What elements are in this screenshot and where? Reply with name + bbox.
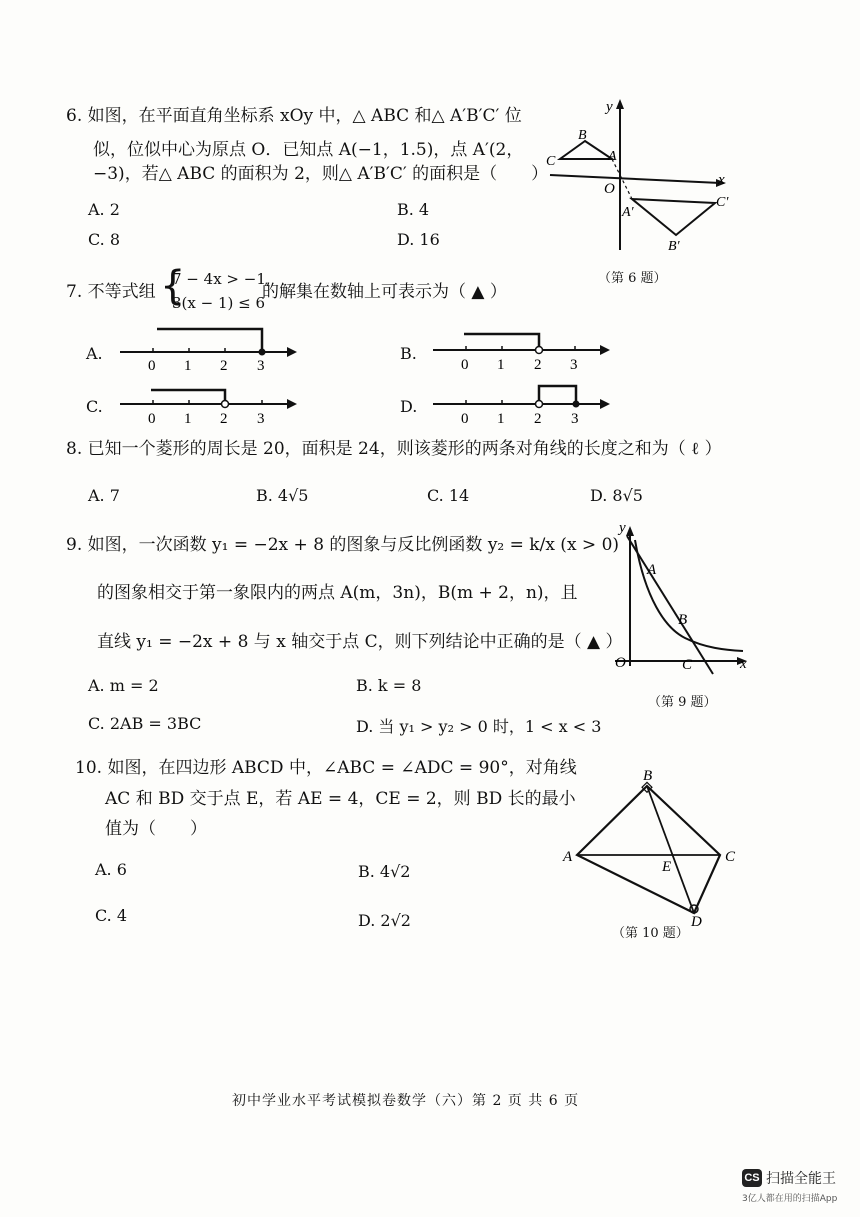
page-footer: 初中学业水平考试模拟卷数学（六）第 2 页 共 6 页 (232, 1093, 580, 1109)
svg-text:0: 0 (461, 357, 469, 373)
q7-numberline-c (115, 378, 300, 430)
svg-text:3: 3 (571, 411, 579, 427)
svg-text:3: 3 (257, 411, 265, 427)
q6-label-x: x (718, 172, 725, 188)
q7-option-c-label: C. (86, 397, 103, 416)
q6-option-c: C. 8 (88, 230, 121, 249)
q10-stem-line2: AC 和 BD 交于点 E，若 AE = 4，CE = 2，则 BD 长的最小 (105, 789, 576, 809)
q8-option-c: C. 14 (427, 486, 470, 505)
q6-y-arrow (616, 99, 624, 109)
q7-numberline-b (428, 322, 613, 374)
q6-option-b: B. 4 (397, 200, 430, 219)
q10-option-c: C. 4 (95, 906, 128, 925)
q6-label-a2: A′ (622, 205, 634, 220)
q6-label-y: y (606, 99, 613, 115)
q6-triangle-a2b2c2 (632, 199, 715, 235)
svg-text:0: 0 (148, 358, 156, 374)
q7-system-line1: 7 − 4x > −1, (172, 270, 271, 288)
q6-label-o: O (604, 181, 615, 197)
q7-numberline-a (115, 322, 300, 374)
q9-stem-line2: 的图象相交于第一象限内的两点 A(m，3n)，B(m + 2，n)，且 (97, 583, 578, 603)
q9-line-y1 (627, 536, 713, 674)
q9-option-a: A. m = 2 (88, 676, 159, 695)
scanner-logo-icon: CS (742, 1169, 762, 1187)
q10-option-a: A. 6 (95, 860, 127, 879)
q9-label-b: B (678, 612, 688, 628)
svg-text:1: 1 (497, 357, 505, 373)
q9-figure (605, 518, 755, 678)
q6-figure (540, 95, 750, 260)
q7-suffix: 的解集在数轴上可表示为（ ▲ ） (262, 282, 507, 302)
q6-label-c2: C′ (716, 195, 729, 210)
q9-label-o: O (615, 655, 626, 671)
svg-text:2: 2 (220, 358, 228, 374)
q9-option-c: C. 2AB = 3BC (88, 714, 202, 733)
q6-option-d: D. 16 (397, 230, 440, 249)
scanner-tagline: 3亿人都在用的扫描App (742, 1194, 838, 1204)
q9-label-c: C (682, 657, 693, 673)
svg-text:2: 2 (220, 411, 228, 427)
q9-caption: （第 9 题） (648, 695, 717, 710)
q6-caption: （第 6 题） (598, 271, 667, 286)
q10-label-c: C (725, 849, 736, 865)
svg-text:2: 2 (534, 357, 542, 373)
q9-option-d: D. 当 y₁ > y₂ > 0 时，1 < x < 3 (356, 717, 602, 736)
q6-option-a: A. 2 (88, 200, 120, 219)
q7-brace: { (160, 263, 186, 309)
q7-option-d-label: D. (400, 397, 418, 416)
q6-label-b2: B′ (668, 239, 680, 254)
q6-stem-line3: −3)，若△ ABC 的面积为 2，则△ A′B′C′ 的面积是（ ） (93, 164, 549, 184)
q6-x-axis (550, 175, 720, 183)
q10-stem-line3: 值为（ ） (105, 819, 207, 839)
q9-label-x: x (740, 656, 747, 672)
q9-option-b: B. k = 8 (356, 676, 422, 695)
q6-label-b: B (578, 128, 587, 143)
q10-label-e: E (662, 859, 672, 875)
q10-figure (555, 760, 745, 930)
q7-option-b-label: B. (400, 344, 417, 363)
svg-text:0: 0 (148, 411, 156, 427)
q8-option-b: B. 4√5 (256, 486, 309, 505)
scanner-app-name: 扫描全能王 (766, 1171, 836, 1187)
q10-caption: （第 10 题） (612, 926, 689, 941)
svg-text:2: 2 (534, 411, 542, 427)
svg-text:1: 1 (497, 411, 505, 427)
q8-stem: 8. 已知一个菱形的周长是 20，面积是 24，则该菱形的两条对角线的长度之和为（ ℓ ） (66, 439, 722, 459)
scanner-watermark (742, 1168, 837, 1204)
q7-system-line2: 3(x − 1) ≤ 6 (172, 294, 266, 312)
q8-option-d: D. 8√5 (590, 486, 643, 505)
q9-label-a: A (647, 562, 657, 578)
q10-option-b: B. 4√2 (358, 862, 411, 881)
svg-text:3: 3 (570, 357, 578, 373)
q7-numberline-d (428, 378, 613, 430)
q10-label-a: A (563, 849, 573, 865)
q6-stem-line2: 似，位似中心为原点 O．已知点 A(−1，1.5)，点 A′(2， (93, 140, 524, 160)
q10-quadrilateral (577, 786, 720, 913)
q6-stem-line1: 6. 如图，在平面直角坐标系 xOy 中，△ ABC 和△ A′B′C′ 位 (66, 106, 522, 126)
q9-stem-line3: 直线 y₁ = −2x + 8 与 x 轴交于点 C，则下列结论中正确的是（ ▲ ） (97, 632, 623, 652)
svg-text:3: 3 (257, 358, 265, 374)
q10-label-b: B (643, 768, 653, 784)
q8-option-a: A. 7 (88, 486, 120, 505)
q6-label-c: C (546, 154, 556, 169)
svg-text:1: 1 (184, 411, 192, 427)
q7-prefix: 7. 不等式组 (66, 282, 156, 302)
q6-label-a: A (608, 149, 617, 164)
q10-option-d: D. 2√2 (358, 911, 411, 930)
q9-label-y: y (619, 520, 626, 536)
q7-option-a-label: A. (86, 344, 103, 363)
q9-stem-line1: 9. 如图，一次函数 y₁ = −2x + 8 的图象与反比例函数 y₂ = k/x (x > 0) (66, 535, 620, 555)
svg-text:0: 0 (461, 411, 469, 427)
q10-label-d: D (691, 914, 702, 930)
q6-triangle-abc (560, 141, 612, 159)
svg-text:1: 1 (184, 358, 192, 374)
q10-stem-line1: 10. 如图，在四边形 ABCD 中，∠ABC = ∠ADC = 90°，对角线 (75, 758, 577, 778)
